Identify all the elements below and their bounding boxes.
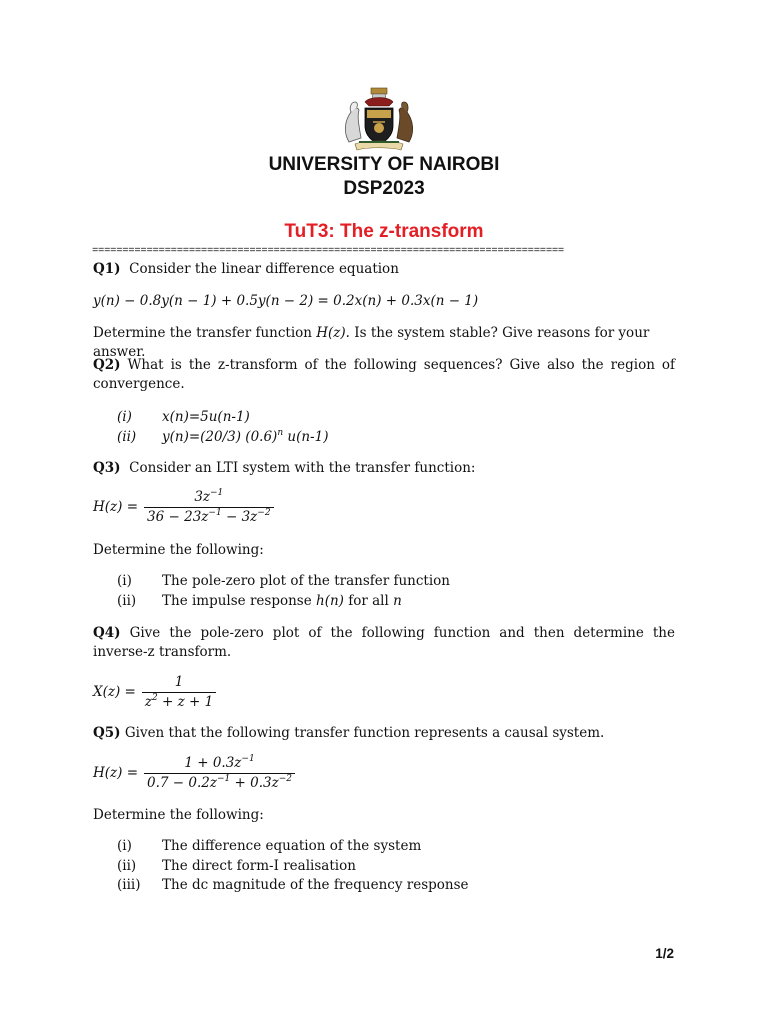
q3-item-2-label: (ii) bbox=[117, 593, 137, 609]
q5-text: Given that the following transfer function represents a causal system. bbox=[124, 725, 605, 741]
separator-rule: ============================================================================== bbox=[92, 245, 564, 257]
q5-heading bbox=[93, 724, 675, 743]
q5-label: Q5) bbox=[93, 725, 121, 741]
q1-heading bbox=[93, 260, 675, 279]
q2-heading bbox=[93, 356, 675, 394]
q5-item-1-text: The difference equation of the system bbox=[162, 838, 422, 854]
q5-item-1-label: (i) bbox=[117, 838, 132, 854]
q3-fraction: $\frac{3z^{-1}}{36 - 23z^{-1} - 3z^{-2}}$ bbox=[144, 489, 274, 525]
q2-text: What is the z-transform of the following sequences? Give also the region of convergence. bbox=[93, 357, 676, 392]
q3-item-1-label: (i) bbox=[117, 573, 132, 589]
q1-prompt-math: H(z). bbox=[316, 325, 350, 341]
q1-intro: Consider the linear difference equation bbox=[129, 261, 399, 277]
q1-prompt-text: Determine the transfer function bbox=[93, 325, 317, 341]
q5-item-2-text: The direct form-I realisation bbox=[162, 858, 356, 874]
q3-heading bbox=[93, 459, 675, 478]
q5-item-3-text: The dc magnitude of the frequency response bbox=[162, 877, 469, 893]
q5-fraction: $\frac{1 + 0.3z^{-1}}{0.7 - 0.2z^{-1} + 0.3z^{-2}}$ bbox=[144, 755, 295, 791]
q2-item-2-label: (ii) bbox=[117, 429, 137, 445]
q1-prompt-text-end: Is the system stable? Give reasons for your answer. bbox=[93, 325, 650, 360]
q2-item-1-text: x(n)=5u(n-1) bbox=[162, 409, 250, 425]
q4-lhs: X(z) = bbox=[93, 684, 136, 700]
q4-text: Give the pole-zero plot of the following function and then determine the inverse-z transform. bbox=[93, 625, 675, 660]
q4-heading bbox=[93, 624, 675, 662]
q5-item-3-label: (iii) bbox=[117, 877, 141, 893]
q5-determine: Determine the following: bbox=[93, 807, 264, 823]
page-number: 1/2 bbox=[655, 946, 674, 961]
q3-determine: Determine the following: bbox=[93, 542, 264, 558]
q1-label: Q1) bbox=[93, 261, 121, 277]
q1-equation: y(n) − 0.8y(n − 1) + 0.5y(n − 2) = 0.2x(n) + 0.3x(n − 1) bbox=[93, 293, 479, 309]
q3-item-1-text: The pole-zero plot of the transfer function bbox=[162, 573, 451, 589]
q2-label: Q2) bbox=[93, 357, 121, 373]
q4-function bbox=[93, 674, 216, 710]
q5-item-2-label: (ii) bbox=[117, 858, 137, 874]
q2-item-2-text: y(n)=(20/3) $(0.6)^n$ u(n-1) bbox=[162, 428, 329, 445]
q3-text: Consider an LTI system with the transfer function: bbox=[129, 460, 476, 476]
course-code: DSP2023 bbox=[343, 178, 425, 199]
q3-item-2-text: The impulse response h(n) for all n bbox=[162, 593, 402, 609]
q2-item-1-label: (i) bbox=[117, 409, 132, 425]
q4-label: Q4) bbox=[93, 625, 121, 641]
university-crest-logo bbox=[337, 82, 421, 152]
q3-label: Q3) bbox=[93, 460, 121, 476]
q3-lhs: H(z) = bbox=[93, 499, 139, 515]
q5-lhs: H(z) = bbox=[93, 765, 139, 781]
q3-transfer-function bbox=[93, 489, 274, 525]
q5-transfer-function bbox=[93, 755, 295, 791]
tutorial-title: TuT3: The z-transform bbox=[284, 221, 484, 242]
university-name: UNIVERSITY OF NAIROBI bbox=[268, 154, 500, 175]
q4-fraction: $\frac{1}{z^2 + z + 1}$ bbox=[142, 674, 216, 710]
